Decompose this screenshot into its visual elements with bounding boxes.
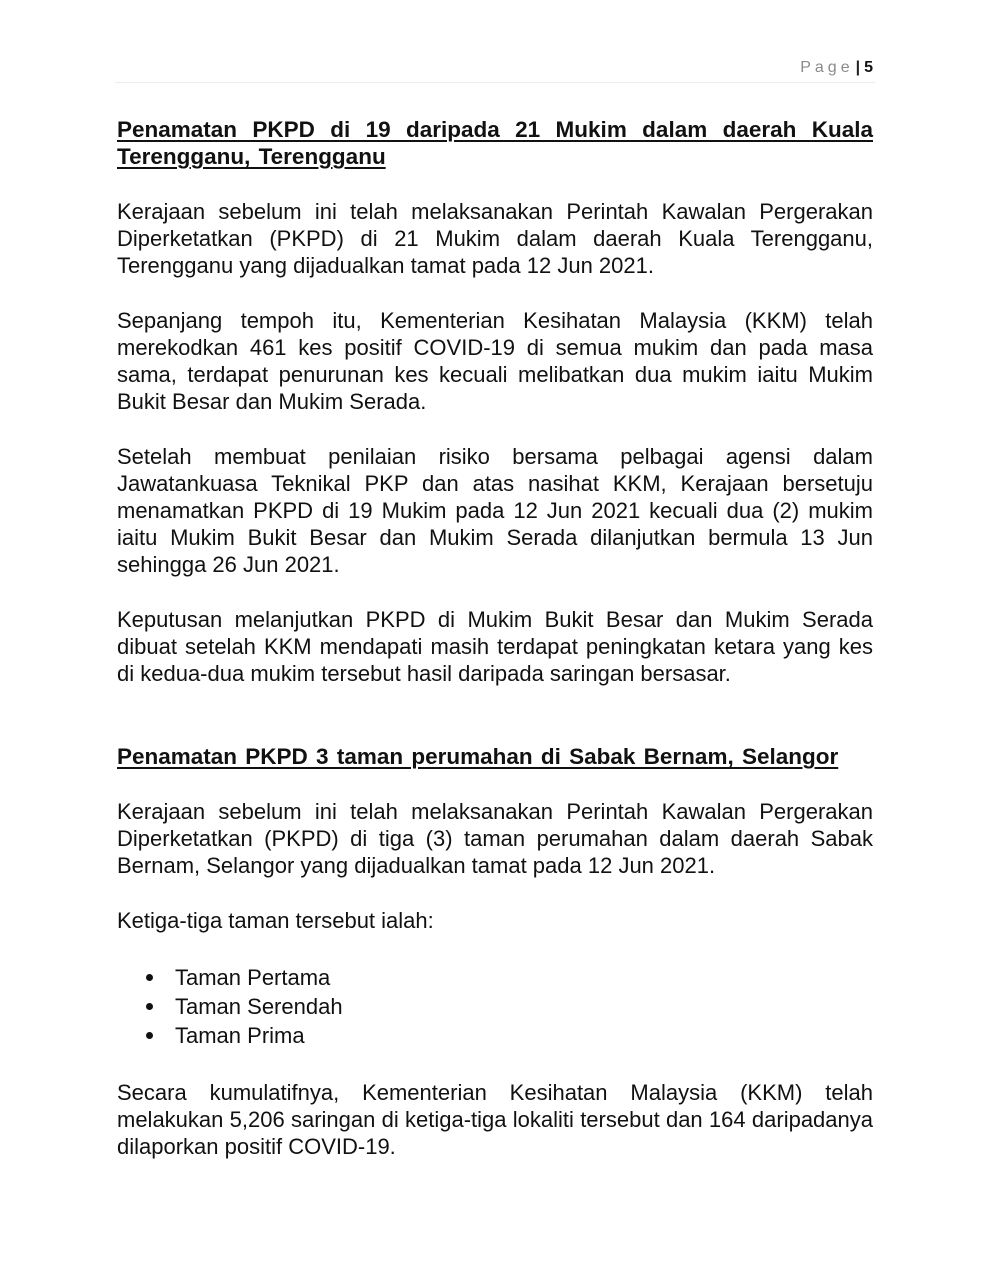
page-header xyxy=(115,58,875,83)
section-kuala-terengganu xyxy=(117,116,873,687)
list-item-text: Taman Pertama xyxy=(175,965,331,990)
bullet-icon xyxy=(146,1032,153,1039)
paragraph: Keputusan melanjutkan PKPD di Mukim Bukit Besar dan Mukim Serada dibuat setelah KKM mendapati masih terdapat peningkatan ketara yang kes di kedua-dua mukim tersebut hasil daripada saringan bersasar. xyxy=(117,607,873,686)
taman-list xyxy=(117,963,873,1050)
page-number-label xyxy=(800,58,873,78)
section-heading: Penamatan PKPD 3 taman perumahan di Sabak Bernam, Selangor xyxy=(117,744,839,769)
list-item xyxy=(146,992,873,1021)
page-number: 5 xyxy=(864,59,873,76)
paragraph: Setelah membuat penilaian risiko bersama pelbagai agensi dalam Jawatankuasa Teknikal PKP dan atas nasihat KKM, Kerajaan bersetuju menamatkan PKPD di 19 Mukim pada 12 Jun 2021 kecuali dua (2) mukim iaitu Mukim Bukit Besar dan Mukim Serada dilanjutkan bermula 13 Jun sehingga 26 Jun 2021. xyxy=(117,444,873,577)
paragraph: Sepanjang tempoh itu, Kementerian Kesihatan Malaysia (KKM) telah merekodkan 461 kes positif COVID-19 di semua mukim dan pada masa sama, terdapat penurunan kes kecuali melibatkan dua mukim iaitu Mukim Bukit Besar dan Mukim Serada. xyxy=(117,308,873,414)
list-item-text: Taman Prima xyxy=(175,1023,305,1048)
paragraph: Ketiga-tiga taman tersebut ialah: xyxy=(117,908,434,933)
document-body xyxy=(117,116,873,1160)
section-sabak-bernam xyxy=(117,743,873,1160)
paragraph: Secara kumulatifnya, Kementerian Kesihatan Malaysia (KKM) telah melakukan 5,206 saringan di ketiga-tiga lokaliti tersebut dan 164 daripadanya dilaporkan positif COVID-19. xyxy=(117,1080,873,1159)
paragraph: Kerajaan sebelum ini telah melaksanakan Perintah Kawalan Pergerakan Diperketatkan (PKPD) di 21 Mukim dalam daerah Kuala Terengganu, Terengganu yang dijadualkan tamat pada 12 Jun 2021. xyxy=(117,199,873,278)
bullet-icon xyxy=(146,1003,153,1010)
list-item-text: Taman Serendah xyxy=(175,994,343,1019)
bullet-icon xyxy=(146,974,153,981)
list-item xyxy=(146,963,873,992)
page-separator: | xyxy=(855,59,861,76)
page-word: Page xyxy=(800,59,854,76)
section-heading: Penamatan PKPD di 19 daripada 21 Mukim dalam daerah Kuala Terengganu, Terengganu xyxy=(117,117,873,169)
list-item xyxy=(146,1021,873,1050)
paragraph: Kerajaan sebelum ini telah melaksanakan Perintah Kawalan Pergerakan Diperketatkan (PKPD) di tiga (3) taman perumahan dalam daerah Sabak Bernam, Selangor yang dijadualkan tamat pada 12 Jun 2021. xyxy=(117,799,873,878)
